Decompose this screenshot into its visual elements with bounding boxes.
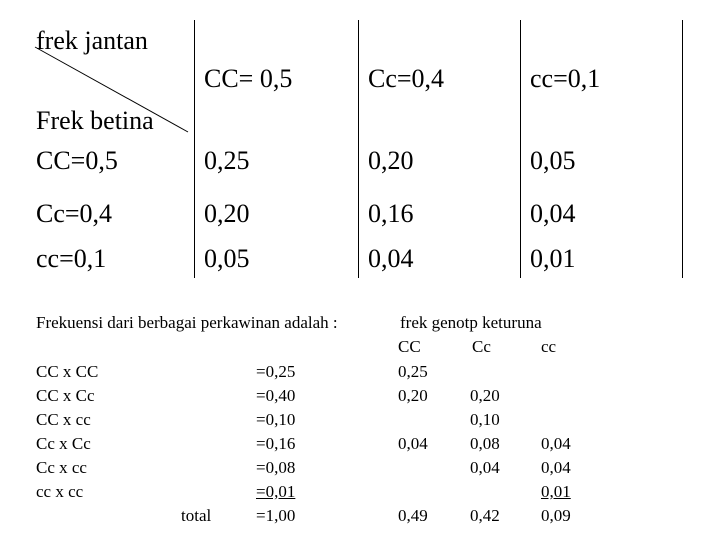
row-label: cc=0,1	[36, 244, 107, 273]
offspring-cc: 0,01	[541, 482, 571, 501]
offspring-Cc: 0,20	[470, 386, 500, 405]
offspring-Cc: 0,04	[470, 458, 500, 477]
table-cell: 0,01	[530, 244, 576, 273]
total-frequency: =1,00	[256, 506, 296, 525]
genotype-header: cc	[541, 337, 557, 356]
offspring-cc: 0,04	[541, 434, 571, 453]
cross-label: Cc x Cc	[36, 434, 91, 453]
corner-label-male: frek jantan	[36, 26, 148, 55]
cross-frequency: =0,25	[256, 362, 296, 381]
cross-label: CC x cc	[36, 410, 91, 429]
summary-intro-right: frek genotp keturuna	[400, 313, 542, 332]
offspring-Cc: 0,10	[470, 410, 500, 429]
genotype-header: CC	[398, 337, 421, 356]
total-label: total	[181, 506, 212, 525]
cross-frequency: =0,40	[256, 386, 296, 405]
corner-label-female: Frek betina	[36, 106, 154, 135]
cross-frequency-value: =0,01	[256, 482, 296, 501]
row-label: CC=0,5	[36, 146, 118, 175]
col-header: CC= 0,5	[204, 64, 293, 93]
table-cell: 0,20	[204, 199, 250, 228]
total-CC: 0,49	[398, 506, 428, 525]
offspring-CC: 0,04	[398, 434, 428, 453]
cross-label: cc x cc	[36, 482, 84, 501]
col-header: cc=0,1	[530, 64, 601, 93]
table-cell: 0,25	[204, 146, 250, 175]
cross-frequency	[256, 482, 323, 502]
offspring-cc: 0,04	[541, 458, 571, 477]
offspring-CC: 0,20	[398, 386, 428, 405]
table-divider-1	[194, 20, 195, 278]
genotype-header: Cc	[472, 337, 491, 356]
cross-frequency: =0,08	[256, 458, 296, 477]
offspring-Cc: 0,08	[470, 434, 500, 453]
table-divider-3	[520, 20, 521, 278]
table-cell: 0,20	[368, 146, 414, 175]
table-cell: 0,16	[368, 199, 414, 228]
table-cell: 0,05	[530, 146, 576, 175]
summary-intro: Frekuensi dari berbagai perkawinan adalah :	[36, 313, 338, 332]
table-cell: 0,04	[530, 199, 576, 228]
table-cell: 0,05	[204, 244, 250, 273]
row-label: Cc=0,4	[36, 199, 113, 228]
cross-label: CC x CC	[36, 362, 99, 381]
total-Cc: 0,42	[470, 506, 500, 525]
table-cell: 0,04	[368, 244, 414, 273]
offspring-CC: 0,25	[398, 362, 428, 381]
total-cc: 0,09	[541, 506, 571, 525]
cross-frequency: =0,10	[256, 410, 296, 429]
table-divider-2	[358, 20, 359, 278]
cross-label: CC x Cc	[36, 386, 95, 405]
cross-frequency: =0,16	[256, 434, 296, 453]
col-header: Cc=0,4	[368, 64, 445, 93]
cross-label: Cc x cc	[36, 458, 87, 477]
table-divider-4	[682, 20, 683, 278]
